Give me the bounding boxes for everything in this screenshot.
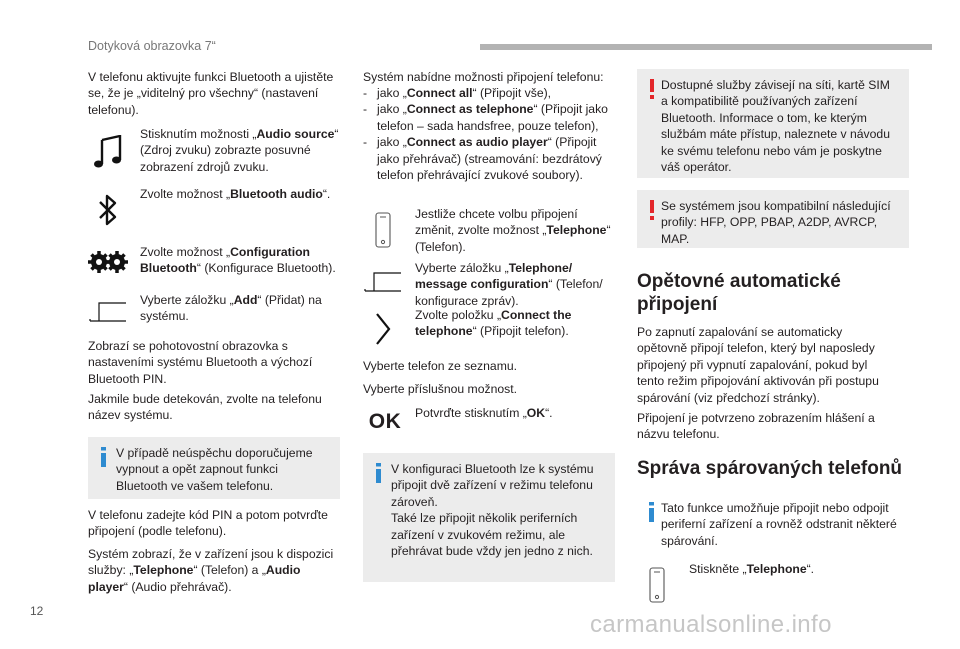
header-title: Dotyková obrazovka 7“: [88, 39, 216, 53]
warning-icon: [645, 199, 659, 221]
para-connection-confirmed: Připojení je potvrzeno zobrazením hlášení a názvu telefonu.: [637, 411, 875, 442]
para-available-services: Systém zobrazí, že v zařízení jsou k dispozici služby: „Telephone“ (Telefon) a „Audio player“ (Audio přehrávač).: [88, 547, 334, 594]
chevron-right-icon: [363, 309, 403, 349]
connection-options-intro: Systém nabídne možnosti připojení telefonu:: [363, 70, 604, 84]
warning-profiles: Se systémem jsou kompatibilní následující profily: HFP, OPP, PBAP, A2DP, AVRCP, MAP.: [637, 190, 909, 248]
para-select-phone: Vyberte telefon ze seznamu.: [363, 359, 518, 373]
page-number: 12: [30, 604, 44, 618]
list-item: - jako „Connect as telephone“ (Připojit jako telefon – sada handsfree, pouze telefon),: [363, 102, 608, 133]
info-icon: [645, 501, 659, 523]
step-bluetooth-audio: Zvolte možnost „Bluetooth audio“.: [88, 186, 340, 226]
note-configuration: V konfiguraci Bluetooth lze k systému připojit dvě zařízení v režimu telefonu zároveň. Také lze připojit několik periferních zařízení v zvukovém režimu, ale přehrávat bude vždy jen jedno z nich.: [363, 453, 615, 582]
tab-icon: [88, 292, 128, 332]
list-item: - jako „Connect all“ (Připojit vše),: [363, 86, 552, 100]
watermark: carmanualsonline.info: [590, 611, 832, 638]
tab-icon: [363, 262, 403, 302]
header-bar: [480, 44, 932, 50]
list-item: - jako „Connect as audio player“ (Připojit jako přehrávač) (streamování: bezdrátový telefon přehrávající zvukové soubory).: [363, 135, 602, 183]
note-manage: Tato funkce umožňuje připojit nebo odpojit periferní zařízení a rovněž odstranit některé spárování.: [637, 492, 909, 552]
ok-icon: OK: [368, 409, 402, 433]
step-configuration-bluetooth: Zvolte možnost „Configuration Bluetooth“ (Konfigurace Bluetooth).: [88, 244, 340, 284]
section-title-manage: Správa spárovaných telefonů: [637, 458, 903, 479]
bluetooth-icon: [88, 190, 128, 230]
warning-services: Dostupné služby závisejí na síti, kartě SIM a kompatibilitě používaných zařízení Bluetooth. Informace o tom, ke kterým službám máte přístup, naleznete v návodu ke svému telefonu nebo vám je poskytne váš operátor.: [637, 69, 909, 178]
para-standby-screen: Zobrazí se pohotovostní obrazovka s nastaveními systému Bluetooth a výchozí Bluetooth PIN.: [88, 339, 313, 386]
para-select-option: Vyberte příslušnou možnost.: [363, 382, 517, 396]
connection-options-list: [363, 85, 615, 183]
intro-text: V telefonu aktivujte funkci Bluetooth a ujistěte se, že je „viditelný pro všechny“ (nastavení telefonu).: [88, 70, 334, 117]
step-add: Vyberte záložku „Add“ (Přidat) na systému.: [88, 292, 340, 332]
step-ok: OK Potvrďte stisknutím „OK“.: [363, 405, 615, 445]
step-press-telephone: Stiskněte „Telephone“.: [637, 561, 909, 605]
para-select-system-name: Jakmile bude detekován, zvolte na telefonu název systému.: [88, 392, 322, 423]
step-telephone: Jestliže chcete volbu připojení změnit, zvolte možnost „Telephone“ (Telefon).: [363, 206, 615, 256]
phone-icon: [637, 565, 677, 605]
info-icon: [97, 446, 111, 468]
step-audio-source: Stisknutím možnosti „Audio source“ (Zdroj zvuku) zobrazte posuvné zobrazení zdrojů zvuku.: [88, 126, 340, 176]
gears-icon: [88, 242, 128, 282]
para-enter-pin: V telefonu zadejte kód PIN a potom potvrďte připojení (podle telefonu).: [88, 508, 328, 539]
warning-icon: [645, 78, 659, 100]
step-connect-telephone: Zvolte položku „Connect the telephone“ (Připojit telefon).: [363, 307, 615, 347]
note-failure: V případě neúspěchu doporučujeme vypnout a opět zapnout funkci Bluetooth ve vašem telefonu.: [88, 437, 340, 499]
section-title-reconnect: Opětovné automatické připojení: [637, 271, 841, 315]
para-reconnect: Po zapnutí zapalování se automaticky opětovně připojí telefon, který byl naposledy připojený při vypnutí zapalování, pokud byl tento režim připojování aktivován při postupu spárování (viz předchozí stránky).: [637, 325, 879, 405]
phone-icon: [363, 210, 403, 250]
info-icon: [372, 462, 386, 484]
step-message-configuration: Vyberte záložku „Telephone/ message configuration“ (Telefon/ konfigurace zpráv).: [363, 260, 615, 310]
music-note-icon: [88, 132, 128, 172]
